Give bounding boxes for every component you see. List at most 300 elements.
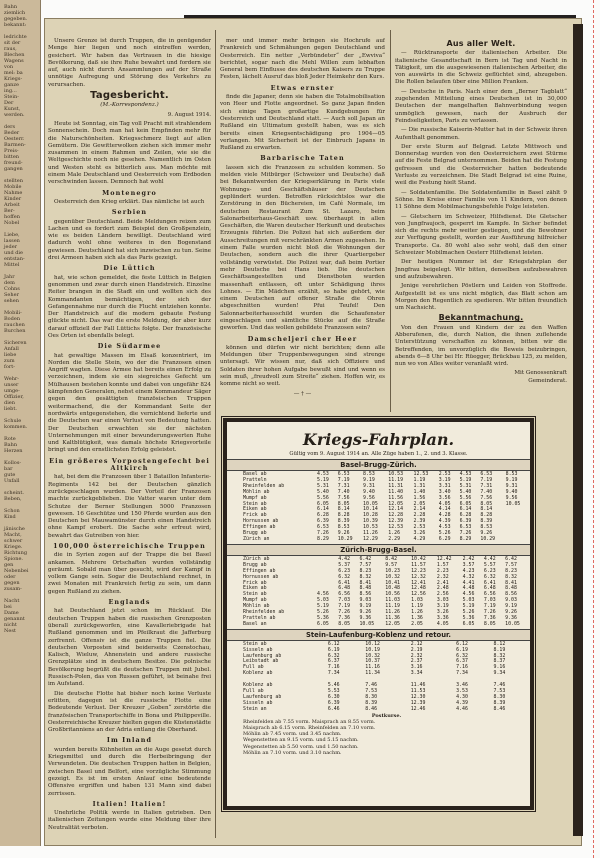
departure-time: 6.05 [317, 620, 329, 627]
departure-time: 11.53 [410, 688, 426, 694]
fragment-line: sehen [4, 298, 19, 304]
departure-time: 11.16 [365, 664, 380, 671]
departure-time: 8.53 [505, 471, 518, 477]
departure-time: 5.19 [317, 603, 329, 610]
departure-time: 6.53 [337, 471, 350, 477]
departure-time: 8.32 [493, 652, 506, 659]
departure-time: 3.16 [410, 664, 423, 671]
departure-time: 7.19 [483, 603, 496, 610]
station-name: Stein ab [243, 640, 267, 647]
departure-time: 10.39 [363, 518, 378, 525]
fragment-line: umge- [4, 388, 20, 394]
departure-time: 6.12 [327, 640, 340, 647]
station-name: Sisseln ab [243, 646, 273, 653]
departure-time: 12.53 [413, 471, 429, 477]
departure-time: 7.03 [483, 597, 496, 604]
departure-time: 9.31 [363, 482, 375, 489]
departure-time: 3.19 [438, 476, 451, 483]
fragment-line: Schule [4, 418, 22, 424]
departure-time: 2.05 [411, 620, 423, 627]
intro-paragraph: Unsere Grenze ist durch Truppen, die in genügender Menge hier liegen und noch eintreffen werden, gesichert. Wir haben das Vertrauen in die hiesige Bevölkerung, daß sie ihre Ruhe bewahrt und fordern sie auf, auch nicht durch Ansammlungen auf der Straße unnötige Aufregung und Störung des Verkehrs zu verursachen. [48, 38, 211, 88]
departure-time: 7.16 [327, 664, 340, 671]
paragraph: Der heutigen Nummer ist der Kriegsfahrplan der Jnngfrau beigelegt. Wir bitten, denselben aufzubewahren und aufzubewahren. [395, 259, 567, 280]
departure-time: 4.28 [438, 512, 451, 519]
subheading: Italien! Italien! [92, 799, 167, 808]
fragment-line: gegeben. [4, 16, 28, 22]
departure-time: 7.26 [317, 530, 329, 537]
departure-time: 6.19 [327, 646, 340, 653]
departure-time: 7.03 [338, 597, 351, 604]
departure-time: 12.56 [411, 591, 426, 598]
route-heading: Basel-Brugg-Zürich. [227, 459, 530, 471]
fragment-line: mel: ba [4, 70, 23, 76]
signature: Gemeinderat. [528, 377, 567, 384]
departure-time: 1.40 [413, 488, 426, 495]
departure-time: 8.23 [359, 567, 372, 574]
fragment-line: Rote [4, 436, 16, 442]
station-name: Pratteln ab [243, 614, 276, 621]
station-name: Stein ab [243, 500, 267, 507]
departure-time: 2.42 [462, 555, 475, 562]
departure-time: 6.23 [338, 567, 351, 574]
departure-time: 5.40 [317, 488, 329, 495]
departure-time: 11.19 [385, 603, 400, 610]
departure-time: 12.29 [363, 535, 378, 542]
departure-time: 9.40 [505, 488, 518, 495]
departure-time: 1.36 [411, 614, 423, 621]
departure-time: 3.26 [436, 609, 449, 616]
departure-time: 2.23 [436, 567, 449, 574]
station-name: Rheinfelden ab [243, 609, 285, 616]
fragment-line: Wehr- [4, 376, 19, 382]
timetable-zurich-basel [227, 557, 530, 628]
departure-time: 3.03 [436, 597, 449, 604]
fragment-line: liebe [4, 352, 17, 358]
departure-time: 8.19 [493, 646, 506, 653]
fragment-line: genannt [4, 616, 25, 622]
binding-spine [573, 24, 583, 836]
departure-time: 10.32 [365, 652, 380, 659]
departure-time: 4.56 [462, 591, 475, 598]
paragraph: Heute ist Sonntag, ein Tag voll Pracht mit strahlendem Sonnenschein. Doch man hat kein Empfinden mehr für die Naturschönheiten. Kriegsschmerz liegt auf allen Gemütern. Die Gewitterwolken ziehen sich immer mehr zusammen in einem Rahmen und Zeilen, wie sie die Weltgeschichte noch nie gesehen. Namentlich im Osten und Westen steht es bitterlich aus. Man möchte mit einem Male Deutschland und Oesterreich vom Erdboden verschwinden lassen. Demnoch hat wohl [48, 120, 211, 186]
timetable-basel-zurich [227, 472, 530, 543]
fragment-line: Burchen [4, 328, 26, 334]
fragment-line: fort- [4, 364, 15, 370]
timetable-title: Kriegs-Fahrplan. [302, 430, 455, 449]
fragment-line: werden. [4, 112, 25, 118]
departure-time: 7.53 [493, 688, 506, 694]
departure-time: 4.29 [413, 535, 426, 542]
departure-time: 5.53 [327, 688, 340, 694]
fragment-line: ders [4, 124, 16, 130]
departure-time: 8.14 [480, 506, 493, 513]
departure-time: 12.48 [411, 585, 426, 592]
subheading: Englands [108, 598, 151, 607]
postkurse-list [243, 719, 530, 756]
departure-time: 12.30 [410, 693, 426, 700]
fragment-line: Ber- [4, 208, 15, 214]
fragment-line: Kriege. [4, 544, 23, 550]
departure-time: 7.56 [337, 494, 350, 501]
departure-time: 8.05 [483, 620, 496, 627]
departure-time [505, 537, 530, 543]
paragraph: Der erste Sturm auf Belgrad. Letzte Mittwoch und Donnerstag wurden von den Oesterreichern zwei Stürme auf die Feste Belgrad unternommen. Beiden hat die Festung gefressen und die Oesterreicher hatten bedeutende Verluste zu verzeichnen. Die Stadt Belgrad ist eine Ruine, weil die Festung hielt Stand. [395, 143, 567, 187]
departure-time: 10.56 [385, 591, 400, 598]
departure-time: 12.42 [436, 555, 452, 562]
departure-time: 6.48 [483, 585, 496, 592]
station-name: Full ab [243, 688, 264, 694]
departure-time: 7.36 [483, 614, 496, 621]
departure-time: 8.30 [365, 693, 378, 700]
departure-time: 4.05 [436, 620, 449, 627]
fragment-line: zusam- [4, 586, 22, 592]
departure-time: 7.40 [337, 488, 350, 495]
station-name: Brugg ab [243, 561, 267, 568]
departure-time: 1.31 [413, 482, 426, 489]
departure-time: 8.46 [493, 705, 506, 712]
column-rule [390, 30, 391, 412]
departure-time: 8.32 [359, 573, 372, 580]
paragraph: Unehrliche Politik werde in Italien getrieben. Den italienischen Zeitungen wurde eine Meldung über ihre Neutralität verboten. [48, 810, 211, 831]
departure-time: 6.42 [359, 555, 372, 562]
fragment-line: Sicheren [4, 340, 27, 346]
departure-time: 6.46 [327, 705, 340, 712]
departure-time: 10.05 [363, 500, 378, 507]
departure-time: 11.31 [388, 482, 404, 489]
fragment-line: bekannt: [4, 22, 27, 28]
fragment-line: Nahme [4, 190, 23, 196]
departure-time: 9.26 [337, 530, 350, 537]
subheading: Die Lüttich [103, 264, 156, 273]
station-name: Basel ab [243, 471, 267, 477]
departure-time: 6.05 [462, 620, 475, 627]
postkurs-line: Wegenstetten ab 5.50 vorm. und 1.50 nachm. [243, 743, 359, 750]
paragraph: — Soldatenfamilie. Die Soldatenfamilie in Basel zählt 9 Söhne. Im Kreise einer Familie von 11 Kindern, von denen 11 Söhne dem Mobilmachungsbefehle Folge leisteten. [395, 189, 567, 211]
departure-time: 8.39 [480, 518, 493, 525]
station-name: Zürich ab [243, 555, 270, 562]
fragment-line: dien [4, 400, 15, 406]
departure-time: 11.19 [388, 476, 404, 483]
departure-time: 7.34 [456, 670, 468, 677]
paragraph: hat, bei dem die Franzosen über 1 Bataillon Infanterie-Regiments 142 bei der Deutschen gänzlich zurückgeschlagen wurden. Der Vorteil der Franzosen machte zurückgeblieben. Die Vatter waren unter dem Schutze der Berner Stellungen 5000 Franzosen gewesen. 16 Geschütze und 150 Pferde wurden aus den Deutschen bei Mauwamünster durch einen Handstreich ohne Kampf erobert. Die Sache sehr erfreut wird, bewahrt das Gutreiben von hier. [48, 474, 211, 539]
fragment-line: kommen. [4, 424, 28, 430]
fragment-line: Blechen [4, 52, 25, 58]
departure-time: 10.05 [505, 620, 520, 627]
departure-time: 1.26 [388, 530, 401, 537]
fragment-line: Kriegs- [4, 76, 23, 82]
departure-time: 5.46 [327, 682, 340, 689]
departure-time: 5.19 [317, 476, 329, 483]
departure-time: 4.39 [438, 518, 451, 525]
departure-time: 11.26 [385, 609, 400, 616]
route-heading: Stein-Laufenburg-Koblenz und retour. [227, 629, 530, 641]
fragment-line: liebt. [4, 406, 17, 412]
separator: — † — [293, 390, 312, 397]
departure-time: 2.32 [410, 652, 423, 659]
paragraph: Jenige verehrlichen Pöstlern und Leiden von Stoffrede. Aufgestellt ist es uns nicht möglich, das Blatt schon am Morgen den Regentlich zu spedieren. Wir bitten freundlich um Nachsicht. [395, 283, 567, 312]
fragment-line: oder [4, 574, 16, 580]
departure-time: 6.53 [480, 471, 493, 477]
departure-time: 2.53 [413, 524, 426, 531]
departure-time: 6.12 [456, 640, 468, 647]
fragment-line: Barmen- [4, 142, 26, 148]
column-middle [220, 38, 385, 410]
subheading: Im Inland [106, 736, 153, 745]
station-name: Zürich an [243, 535, 270, 542]
paragraph: — Gletschern im Schweizer, Hilfsdienst. Die Gletscher von Jungfraujoch, gesperrt im Kampfe. In Sicher befindet sich die rechts mehr weiter gestiegen, und die Bewohner zur Verfügung gestellt, worden zur Ausführung hilfreicher Transporte. Ca. 80 wohl also sehr wohl, daß den einer Schweizer Mobilmachen Oesterr Hilfsdienst leisten. [395, 213, 567, 257]
fragment-line: bitten [4, 154, 19, 160]
departure-time: 10.29 [337, 535, 353, 542]
fragment-line: Nebenbei [4, 568, 29, 574]
departure-time: 5.36 [317, 614, 329, 621]
paragraph: — Rücktransporte der italienischen Arbeiter. Die italienische Gesandtschaft in Bern ist Tag und Nacht in Tätigkeit, um die ausgewiesenen italienischen Arbeiter, die von auswärts in die Schweiz geflüchtet sind, abzugeben. Die Rollen belaufen über eine Million Franken. [395, 50, 567, 86]
postkurs-line: Rheinfelden ab 7.55 vorm. Maisprach an 8.55 vorm. [243, 718, 376, 725]
departure-time: 12.05 [385, 620, 400, 627]
departure-time: 7.19 [338, 603, 351, 610]
departure-time: 6.28 [317, 512, 329, 519]
fragment-line: gute [4, 472, 16, 478]
departure-time: 7.19 [480, 476, 493, 483]
station-name: Möhlin ab [243, 488, 270, 495]
departure-time: 8.05 [337, 500, 350, 507]
departure-time: 4.53 [459, 471, 472, 477]
departure-time: 1.57 [436, 561, 449, 568]
fragment-line: gangen [4, 166, 23, 172]
station-name: Hornussen ab [243, 518, 279, 525]
fragment-line: ganze [4, 82, 19, 88]
departure-time: 12.41 [411, 579, 426, 586]
departure-time: 6.32 [338, 573, 351, 580]
departure-time: 12.28 [388, 512, 404, 519]
departure-time: 8.53 [363, 471, 375, 477]
departure-time: 5.03 [317, 597, 329, 604]
departure-time: 4.23 [462, 567, 475, 574]
postkurse-heading: Postkurse. [371, 712, 402, 719]
fragment-line: jeder [4, 244, 18, 250]
departure-time: 7.26 [459, 530, 472, 537]
paragraph: Die deutsche Flotte hat bisher noch keine Verluste erlitten, dagegen ist die russische Flotte eine Bedeutende Verlust. Der Kreuzer „Goben“ zerstörte die französischen Transportschiffe in Bona und Philippeville. Oesterreichische Kreuzer hielten gegen die Küstenstädte Großbritanniens an der Adria entlang die Oberhand. [48, 690, 211, 734]
paragraph: lassen sich die Franzosen zu schulden kommen. So melden viele Mitbürger (Schweizer und Deutsche) daß bei Bekanntwerden der Kriegserklärung in Paris viele Wohnungs- und Geschäftshäuser der Deutschen geplündert wurden. Betroffen rücksichtslos war die Zerstörung in den Büchereien, im Café Normale, im deutschen Restaurant Zum St. Lazaro, beim Salonarbeiterhaus-Geschäft usw. überhaupt in allen Geschäften, die Waren deutscher Herkunft und deutsches Erzeugnis führten. Die Polizei hat sich außerdem der Ausschreitungen mit verschränkten Armen zugesehen. In einem Falle wurden nicht bloß die Wohnungen der Deutschen, sondern auch die ihrer Quartiergeber vollständig verwüstet. Die Polizei war, daß beim Portier mehr Deutsche bei Hans lieb. Die deutschen Geschäftsangestellten und Dienstboten wurden massenhaft entlassen, oft unter Schädigung ihres Lohnes. — Ein Mädchen erzählt, so habe gehört, wie einem Deutschen auf offener Straße die Ohren abgeschnitten wurden! Pfui Teufel! Den Salonnarbeiterhausschild wurden die Schaufenster eingeschlagen und sämtliche Stücke auf die Straße geworfen. Und das wollen gebildete Franzosen sein? [220, 164, 385, 332]
paragraph: — Die russische Kaiserin-Mutter hat in der Schweiz ihren Aufenthalt genommen. [395, 127, 567, 141]
paragraph: können und dürfen wir nicht berichten; denn alle Meldungen über Truppenbewegungen sind strenge untersagt. Wir wissen nur, daß sich Offiziere und Soldaten ihrer hohen Aufgabe bewußt sind und wenn es sein muß, „freudvoll zum Streite“ ziehen. Hoffen wir, es komme nicht so weit. [220, 344, 385, 388]
signature: Mit Genossenkraft [514, 370, 567, 377]
departure-time: 10.48 [385, 585, 400, 592]
station-name: Laufenburg ab [243, 652, 282, 659]
station-name: Mumpf ab [243, 494, 267, 501]
departure-time: 6.39 [317, 518, 329, 525]
fragment-line: freund- [4, 160, 23, 166]
departure-time: 9.19 [363, 476, 375, 483]
paragraph: gegenüber Deutschland. Beide Meldungen reizen zum Lachen und es fordert zum Beispiel den Großpenzlein, wie es beiden Ländern bewilligt. Deutschland wird dadurch wohl ohne weiteres in den Bogenstand gewiesen. Deutschland hat sich inzwischen zu tun. Seine drei Armeen haben sich als das Paris gezeigt. [48, 218, 211, 262]
fragment-line: Beben, [4, 496, 22, 502]
departure-time: 8.28 [480, 512, 493, 519]
subheading: Serbien [111, 208, 148, 217]
departure-time: 10.28 [363, 512, 378, 519]
departure-time: 12.39 [410, 699, 426, 706]
station-name: Eiken ab [243, 585, 267, 592]
departure-time: 9.19 [505, 476, 518, 483]
departure-time: 4.14 [438, 506, 451, 513]
departure-time: 9.40 [363, 488, 375, 495]
station-name: Koblenz ab [243, 670, 273, 677]
departure-time: 4.42 [483, 555, 496, 562]
fragment-line: Jahr [4, 274, 15, 280]
departure-time: 5.19 [459, 476, 472, 483]
paragraph: Oesterreich den Krieg erklärt. Das nämliche ist auch [54, 198, 205, 205]
station-name: Laufenburg ab [243, 693, 282, 700]
departure-time: 6.32 [483, 573, 496, 580]
fragment-line: Kollos- [4, 460, 22, 466]
departure-time: 3.56 [438, 494, 451, 501]
fragment-line: ledrichte [4, 34, 27, 40]
fragment-line: Mittel [4, 262, 20, 268]
subheading: 100,000 österreichische Truppen [53, 542, 206, 550]
departure-time: 8.41 [505, 579, 517, 586]
departure-time: 10.05 [359, 620, 375, 627]
byline: (M.-Korrespondenz.) [100, 102, 159, 109]
departure-time: 12.46 [410, 705, 426, 712]
departure-time: 2.39 [413, 518, 426, 525]
station-name: Brugg ab [243, 530, 267, 537]
departure-time: 1.19 [411, 603, 423, 610]
fragment-line: raus, [4, 46, 17, 52]
departure-time: 6.41 [483, 579, 496, 586]
departure-time: 6.28 [459, 512, 472, 519]
departure-time: 2.19 [410, 646, 423, 653]
departure-time: 11.34 [365, 670, 380, 677]
departure-time: 2.48 [436, 585, 449, 592]
timetable-stein-koblenz [227, 642, 530, 713]
fragment-line: bei [4, 604, 12, 610]
station-name: Frick ab [243, 512, 267, 519]
fragment-line: Schon [4, 508, 20, 514]
station-name: Basel an [243, 620, 267, 627]
departure-time: 2.28 [413, 512, 426, 519]
fragment-line: Stein- [4, 94, 19, 100]
fragment-line: entstan- [4, 256, 25, 262]
departure-time: 1.19 [413, 476, 426, 483]
departure-time: 9.36 [359, 614, 372, 621]
fragment-line: Bahn [4, 4, 18, 10]
fragment-line: lassen [4, 238, 20, 244]
subheading: Damscheljeri cher Heer [247, 334, 358, 343]
departure-time: 2.37 [410, 658, 423, 665]
departure-time: 8.12 [493, 640, 506, 647]
departure-time: 10.19 [365, 646, 380, 653]
departure-time: 5.26 [438, 530, 451, 537]
departure-time: 7.31 [480, 482, 493, 489]
paragraph: hat Deutschland jetzt schon im Rücklauf. Die deutschen Truppen haben die russischen Grenzposten überall zurückgeworfen, eine Kavalleriebrigade hat Rußland genommen und im Pfeilkraut die Jafferburg zerfrennt. Offensiv ist die ganze Truppen fiel. Die deutschen Vorposten sind beiderseits Czenstochau, Kalisch, Wieluw, Ahnenstein und andere russische Grenzplätze sind in deutschem Besitze. Die polnische Bevölkerung begrüßt die deutschen Truppen mit Jubel. Russisch-Polen, das von Russen geführt, ist beinahe frei im Aufstand. [48, 608, 211, 688]
departure-time: 10.12 [365, 640, 380, 647]
departure-time: 12.32 [411, 573, 426, 580]
station-name: Effingen ab [243, 524, 276, 531]
departure-time: 5.36 [462, 614, 475, 621]
paragraph: wurden bereits Kühnheiten an die Auge gesetzt durch Kriegsmittel und durch die Herbeibringung der Verwundeten. Die deutschen Truppen hatten in Belgien, zwischen Basel und Belfort, eine vorzügliche Stimmung gezeigt. Es ist im ersten Anlauf eine bedeutende Offensive ergriffen und haben 131 Mann sind dabei zerrissen. [48, 746, 211, 797]
fragment-line: Kunst, [4, 106, 21, 112]
departure-time: 9.57 [385, 561, 398, 568]
fragment-line: Oesterr. [4, 136, 25, 142]
fragment-line: Herzen [4, 448, 23, 454]
departure-time: 9.26 [505, 609, 517, 616]
departure-time: 1.03 [411, 597, 423, 604]
departure-time: 8.29 [317, 535, 329, 542]
departure-time: 5.56 [317, 494, 329, 501]
departure-time: 9.19 [505, 603, 517, 610]
fragment-line: hoffen [4, 214, 20, 220]
fragment-line: scheint. [4, 490, 24, 496]
departure-time: 4.53 [317, 471, 329, 477]
departure-time: 6.42 [505, 555, 517, 562]
departure-time: 5.31 [317, 482, 329, 489]
departure-time: 11.56 [388, 494, 404, 501]
departure-time: 10.41 [385, 579, 400, 586]
departure-time: 11.26 [363, 530, 378, 537]
departure-time: 5.57 [483, 561, 496, 568]
departure-time: 9.56 [363, 494, 375, 501]
departure-time: 9.03 [359, 597, 372, 604]
departure-time: 8.56 [505, 591, 517, 598]
departure-time: 6.05 [317, 500, 329, 507]
departure-time: 7.53 [365, 688, 378, 694]
departure-time: 3.36 [436, 614, 449, 621]
fragment-line: Liebe, [4, 232, 20, 238]
departure-time: 10.05 [505, 500, 521, 507]
fragment-line: sit der [4, 40, 21, 46]
departure-time: 4.46 [456, 705, 468, 712]
station-name: Rheinfelden ab [243, 482, 285, 489]
postkurs-line: Wegenstetten an 9.15 vorm. und 5.15 nachm. [243, 737, 359, 744]
column-left [48, 38, 211, 838]
fragment-line: gegen [4, 580, 20, 586]
departure-time: 8.14 [337, 506, 350, 513]
departure-time: 10.29 [480, 535, 496, 542]
departure-time: 7.19 [337, 476, 350, 483]
fragment-line: zum [4, 358, 15, 364]
departure-time: 4.30 [456, 693, 468, 700]
dateline: 9. August 1914. [167, 111, 211, 118]
departure-time: 10.42 [411, 555, 426, 562]
departure-time: 3.53 [456, 688, 468, 694]
fragment-line: jänische [4, 526, 25, 532]
departure-time: 10.32 [385, 573, 400, 580]
departure-time: 7.56 [480, 494, 493, 501]
departure-time: 6.37 [456, 658, 468, 665]
timetable-subtitle: Gültig vom 9. August 1914 an. Alle Züge haben 1., 2. und 3. Klasse. [289, 451, 468, 457]
departure-time: 8.30 [493, 693, 506, 700]
fragment-line: Nest [4, 628, 16, 634]
departure-time: 6.39 [459, 518, 472, 525]
departure-time: 2.41 [436, 579, 449, 586]
departure-time: 7.46 [365, 682, 378, 689]
departure-time: 3.57 [462, 561, 475, 568]
departure-time: 5.26 [317, 609, 329, 616]
station-name: Sisseln ab [243, 699, 273, 706]
column-right [395, 38, 567, 412]
fragment-line: Kinder [4, 196, 22, 202]
departure-time: 7.36 [338, 614, 351, 621]
subheading: Barbarische Taten [260, 154, 345, 163]
paragraph: hat, wie schon gemeldet, die feste Lüttich in Belgien genommen und zwar durch einen Handstreich. Einzelne Reiter brangen in die Stadt ein und wollten sich des Kommandanten bemächtigen, der sich der Gefangennahme nur durch die Flucht entziehen konnte. Der Handstreich auf die modern gebaute Festung glückte nicht. Das war die erste Meldung, der aber kurz darauf offiziell der Fall Lüttichs folgte. Der französische Oes Orten ist ebenfalls belegt. [48, 274, 211, 339]
adjacent-page-text [0, 0, 40, 634]
departure-time: 8.53 [337, 524, 350, 531]
departure-time: 7.26 [338, 609, 351, 616]
departure-time: 7.34 [327, 670, 340, 677]
departure-time: 6.19 [456, 646, 468, 653]
departure-time: 7.57 [505, 561, 517, 568]
departure-time: 7.57 [359, 561, 372, 568]
departure-time: 6.30 [327, 693, 340, 700]
departure-time: 6.48 [338, 585, 351, 592]
